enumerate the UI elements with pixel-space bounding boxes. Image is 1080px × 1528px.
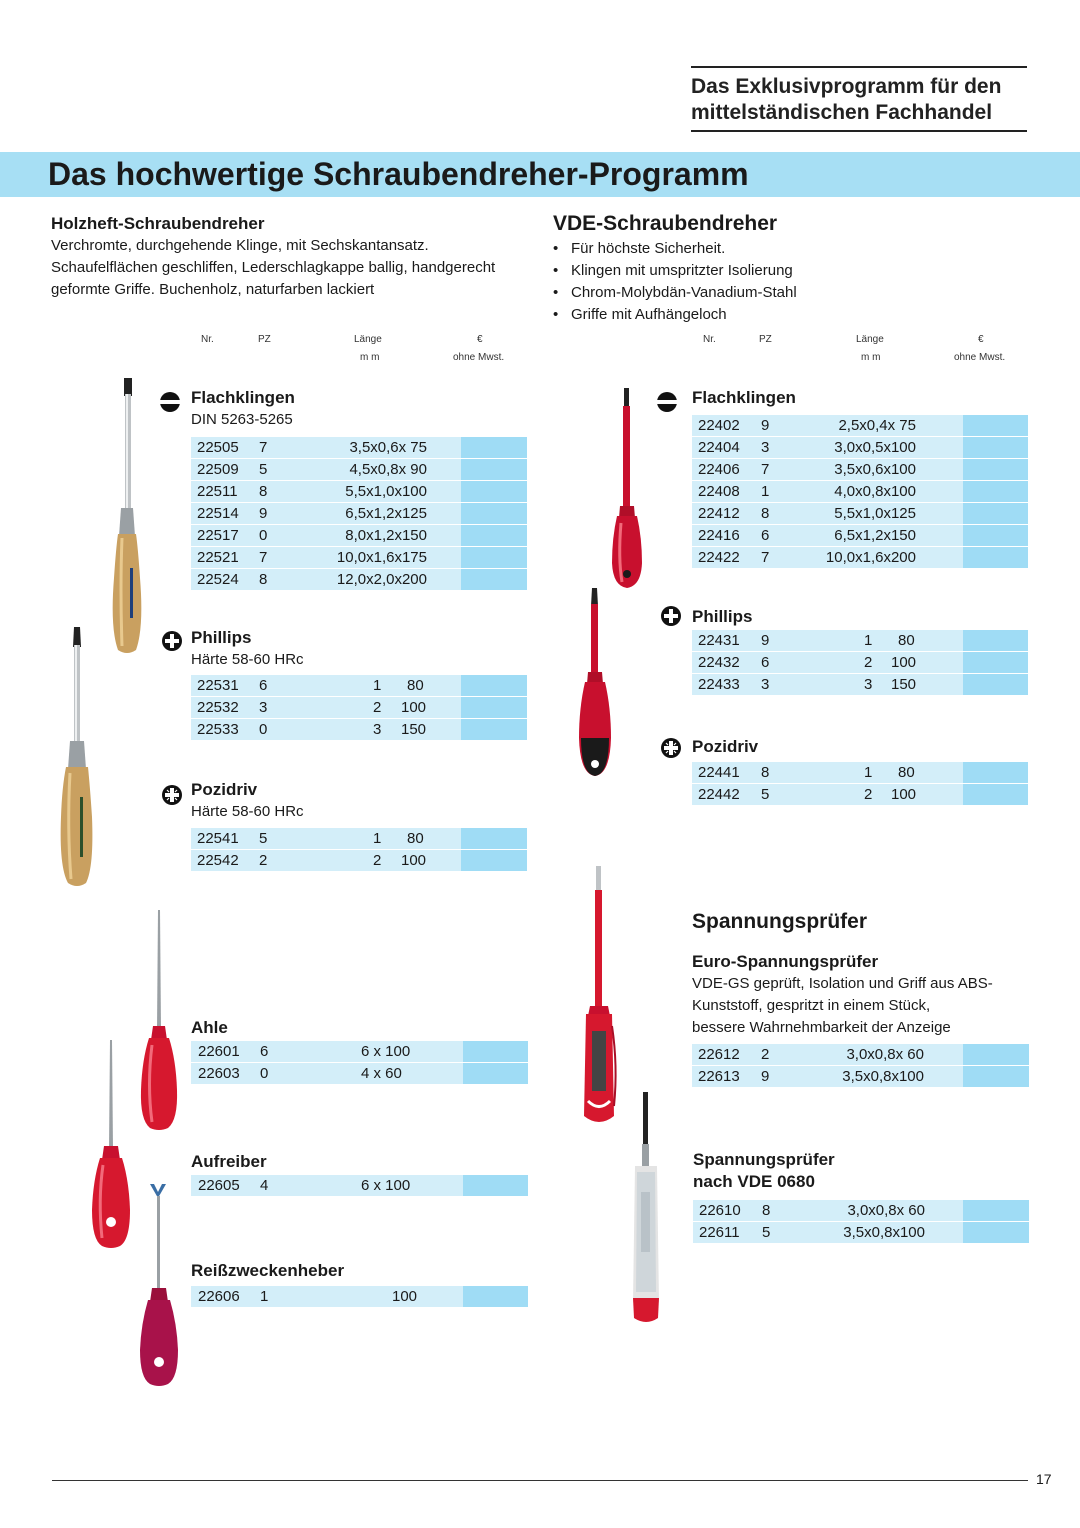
cell-nr: 22514 <box>197 505 239 522</box>
cell-size: 6 x 100 <box>361 1177 411 1194</box>
section-title-reisszweckenheber: Reißzweckenheber <box>191 1261 345 1280</box>
cell-price <box>461 459 527 480</box>
cell-pz: 8 <box>259 483 268 500</box>
cell-size: 8,0x1,2x150 <box>345 527 427 544</box>
table-phillips-left <box>191 675 527 741</box>
col-euro: € <box>978 334 984 345</box>
table-row <box>692 762 1028 783</box>
cell-price <box>461 569 527 590</box>
header-box <box>691 66 1027 132</box>
cell-price <box>463 1175 528 1196</box>
table-row <box>693 1200 1029 1221</box>
section-title-euro-spannungspruefer: Euro-Spannungsprüfer <box>692 952 879 971</box>
cell-pz: 4 <box>260 1177 269 1194</box>
cell-nr: 22422 <box>698 549 740 566</box>
table-row <box>692 415 1028 436</box>
vde-phillips-screwdriver-image <box>576 588 614 780</box>
slotted-icon <box>656 391 678 413</box>
cell-pz: 7 <box>761 549 770 566</box>
section-sub-din: DIN 5263-5265 <box>191 411 293 428</box>
right-bullets <box>553 238 797 326</box>
cell-size: 4,5x0,8x 90 <box>349 461 427 478</box>
phillips-icon <box>660 605 682 627</box>
cell-size: 1 <box>373 830 382 847</box>
cell-size: 1 <box>864 764 873 781</box>
section-title-vde-0680: nach VDE 0680 <box>693 1172 815 1191</box>
cell-pz: 3 <box>761 439 770 456</box>
cell-size: 2,5x0,4x 75 <box>838 417 916 434</box>
cell-price <box>461 850 527 871</box>
cell-length: 150 <box>891 676 917 693</box>
cell-size: 2 <box>864 786 873 803</box>
cell-size: 2 <box>373 852 382 869</box>
col-laenge-unit: m m <box>861 352 881 363</box>
cell-price <box>963 525 1028 546</box>
vde-slotted-screwdriver-image <box>608 388 646 590</box>
cell-price <box>963 652 1028 673</box>
cell-price <box>963 547 1028 568</box>
section-sub-haerte: Härte 58-60 HRc <box>191 651 304 668</box>
section-title-spannungspruefer-vde: Spannungsprüfer <box>693 1150 835 1169</box>
cell-nr: 22517 <box>197 527 239 544</box>
cell-nr: 22601 <box>198 1043 240 1060</box>
cell-price <box>963 1200 1029 1221</box>
cell-nr: 22441 <box>698 764 740 781</box>
table-row <box>191 459 527 480</box>
cell-nr: 22404 <box>698 439 740 456</box>
table-flach-left <box>191 437 527 591</box>
section-title-aufreiber: Aufreiber <box>191 1152 267 1171</box>
cell-price <box>963 1044 1029 1065</box>
cell-length: 100 <box>891 786 917 803</box>
cell-nr: 22406 <box>698 461 740 478</box>
table-aufreiber <box>191 1175 528 1197</box>
cell-size: 2 <box>373 699 382 716</box>
cell-size: 3,0x0,8x 60 <box>847 1202 925 1219</box>
col-euro-sub: ohne Mwst. <box>453 352 505 363</box>
cell-length: 150 <box>401 721 427 738</box>
table-euro-spannungspruefer <box>692 1044 1029 1088</box>
cell-nr: 22603 <box>198 1065 240 1082</box>
cell-size: 10,0x1,6x175 <box>336 549 427 566</box>
section-title-phillips: Phillips <box>191 628 252 647</box>
cell-size: 6 x 100 <box>361 1043 411 1060</box>
left-description <box>51 235 495 301</box>
cell-nr: 22432 <box>698 654 740 671</box>
cell-pz: 6 <box>259 677 268 694</box>
cell-size: 6,5x1,2x150 <box>834 527 916 544</box>
table-row <box>191 547 527 568</box>
col-nr: Nr. <box>703 334 716 345</box>
table-reisszweckenheber <box>191 1286 528 1308</box>
table-ahle <box>191 1041 528 1085</box>
cell-size: 3 <box>864 676 873 693</box>
cell-pz: 3 <box>761 676 770 693</box>
cell-size: 3,5x0,6x 75 <box>349 439 427 456</box>
cell-pz: 7 <box>259 439 268 456</box>
table-row <box>692 1044 1029 1065</box>
cell-price <box>461 719 527 740</box>
section-title-ahle: Ahle <box>191 1018 228 1037</box>
col-pz: PZ <box>759 334 772 345</box>
table-row <box>191 1063 528 1084</box>
cell-nr: 22408 <box>698 483 740 500</box>
cell-nr: 22402 <box>698 417 740 434</box>
table-pozidriv-right <box>692 762 1028 806</box>
table-row <box>191 697 527 718</box>
desc-line: Kunststoff, gespritzt in einem Stück, <box>692 997 931 1014</box>
cell-nr: 22612 <box>698 1046 740 1063</box>
left-desc-line: Verchromte, durchgehende Klinge, mit Sechskantansatz. <box>51 237 429 254</box>
header-line-2: mittelständischen Fachhandel <box>691 101 993 124</box>
cell-price <box>963 1222 1029 1243</box>
cell-pz: 8 <box>259 571 268 588</box>
cell-price <box>963 415 1028 436</box>
section-sub-haerte: Härte 58-60 HRc <box>191 803 304 820</box>
cell-size: 4 x 60 <box>361 1065 402 1082</box>
table-row <box>692 652 1028 673</box>
table-row <box>692 481 1028 502</box>
cell-size: 4,0x0,8x100 <box>834 483 916 500</box>
table-row <box>693 1222 1029 1243</box>
table-row <box>191 1286 528 1307</box>
cell-size: 3,5x0,6x100 <box>834 461 916 478</box>
cell-price <box>963 784 1028 805</box>
section-title-phillips: Phillips <box>692 607 753 626</box>
cell-pz: 5 <box>761 786 770 803</box>
cell-pz: 9 <box>761 632 770 649</box>
cell-nr: 22533 <box>197 721 239 738</box>
bullet-item: • Für höchste Sicherheit. <box>553 238 797 260</box>
cell-pz: 6 <box>761 527 770 544</box>
cell-nr: 22611 <box>699 1224 740 1241</box>
cell-nr: 22605 <box>198 1177 240 1194</box>
cell-pz: 7 <box>761 461 770 478</box>
cell-pz: 1 <box>761 483 770 500</box>
bullet-item: • Griffe mit Aufhängeloch <box>553 304 797 326</box>
cell-length: 80 <box>898 632 915 649</box>
wooden-slotted-screwdriver-image <box>104 378 150 656</box>
table-vde-spannungspruefer <box>693 1200 1029 1244</box>
table-row <box>692 784 1028 805</box>
col-laenge-unit: m m <box>360 352 380 363</box>
cell-pz: 5 <box>259 830 268 847</box>
cell-pz: 0 <box>260 1065 269 1082</box>
cell-size: 3,5x0,8x100 <box>842 1068 924 1085</box>
cell-nr: 22505 <box>197 439 239 456</box>
cell-pz: 5 <box>259 461 268 478</box>
cell-price <box>963 630 1028 651</box>
cell-price <box>461 547 527 568</box>
cell-length: 80 <box>407 830 424 847</box>
cell-price <box>461 481 527 502</box>
cell-size: 2 <box>864 654 873 671</box>
vde-voltage-tester-image <box>626 1092 666 1326</box>
cell-price <box>963 1066 1029 1087</box>
cell-price <box>963 762 1028 783</box>
desc-line: bessere Wahrnehmbarkeit der Anzeige <box>692 1019 951 1036</box>
table-row <box>692 674 1028 695</box>
table-row <box>692 437 1028 458</box>
bullet-item: • Klingen mit umspritzter Isolierung <box>553 260 797 282</box>
cell-nr: 22509 <box>197 461 239 478</box>
cell-pz: 2 <box>259 852 268 869</box>
col-euro-sub: ohne Mwst. <box>954 352 1006 363</box>
cell-price <box>963 437 1028 458</box>
table-row <box>191 481 527 502</box>
cell-nr: 22542 <box>197 852 239 869</box>
footer-rule <box>52 1480 1028 1481</box>
cell-pz: 0 <box>259 721 268 738</box>
cell-pz: 2 <box>761 1046 770 1063</box>
cell-nr: 22613 <box>698 1068 740 1085</box>
cell-size: 3,5x0,8x100 <box>843 1224 925 1241</box>
cell-price <box>461 675 527 696</box>
section-title-spannungspruefer: Spannungsprüfer <box>692 910 868 933</box>
table-phillips-right <box>692 630 1028 696</box>
table-flach-right <box>692 415 1028 569</box>
table-row <box>191 850 527 871</box>
cell-nr: 22431 <box>698 632 740 649</box>
cell-price <box>963 503 1028 524</box>
table-row <box>191 569 527 590</box>
cell-length: 100 <box>401 852 427 869</box>
euro-spannungspruefer-desc <box>692 973 993 1039</box>
col-pz: PZ <box>258 334 271 345</box>
cell-length: 100 <box>891 654 917 671</box>
cell-size: 5,5x1,0x100 <box>345 483 427 500</box>
left-heading: Holzheft-Schraubendreher <box>51 214 265 233</box>
table-row <box>191 675 527 696</box>
col-laenge: Länge <box>354 334 382 345</box>
section-title-flachklingen: Flachklingen <box>692 388 796 407</box>
cell-price <box>461 437 527 458</box>
cell-price <box>463 1041 528 1062</box>
desc-line: VDE-GS geprüft, Isolation und Griff aus ABS- <box>692 975 993 992</box>
pozidriv-icon <box>660 737 682 759</box>
cell-size: 10,0x1,6x200 <box>825 549 916 566</box>
cell-pz: 6 <box>761 654 770 671</box>
col-laenge: Länge <box>856 334 884 345</box>
cell-nr: 22416 <box>698 527 740 544</box>
header-line-1: Das Exklusivprogramm für den <box>691 75 1002 98</box>
cell-size: 12,0x2,0x200 <box>336 571 427 588</box>
cell-price <box>461 525 527 546</box>
table-row <box>692 630 1028 651</box>
cell-size: 1 <box>373 677 382 694</box>
cell-size: 1 <box>864 632 873 649</box>
cell-length: 100 <box>401 699 427 716</box>
cell-nr: 22532 <box>197 699 239 716</box>
cell-pz: 8 <box>761 505 770 522</box>
cell-size: 5,5x1,0x125 <box>834 505 916 522</box>
cell-pz: 9 <box>259 505 268 522</box>
euro-voltage-tester-image <box>580 866 620 1130</box>
table-row <box>692 525 1028 546</box>
left-desc-line: Schaufelflächen geschliffen, Lederschlagkappe ballig, handgerecht <box>51 259 496 276</box>
right-heading: VDE-Schraubendreher <box>553 212 778 235</box>
slotted-icon <box>159 391 181 413</box>
cell-size: 6,5x1,2x125 <box>345 505 427 522</box>
table-pozidriv-left <box>191 828 527 872</box>
cell-pz: 9 <box>761 1068 770 1085</box>
cell-price <box>463 1286 528 1307</box>
cell-price <box>963 674 1028 695</box>
wooden-phillips-screwdriver-image <box>54 627 100 889</box>
cell-nr: 22541 <box>197 830 239 847</box>
page-title: Das hochwertige Schraubendreher-Programm <box>48 156 749 192</box>
cell-nr: 22433 <box>698 676 740 693</box>
section-title-flachklingen: Flachklingen <box>191 388 295 407</box>
cell-price <box>463 1063 528 1084</box>
table-row <box>191 828 527 849</box>
cell-size: 3,0x0,5x100 <box>834 439 916 456</box>
table-row <box>692 503 1028 524</box>
cell-pz: 7 <box>259 549 268 566</box>
cell-price <box>963 459 1028 480</box>
table-row <box>191 719 527 740</box>
cell-pz: 1 <box>260 1288 269 1305</box>
thumbtack-lifter-image <box>136 1184 182 1388</box>
table-row <box>191 437 527 458</box>
cell-price <box>461 503 527 524</box>
phillips-icon <box>161 630 183 652</box>
cell-pz: 8 <box>762 1202 771 1219</box>
awl-image <box>136 910 182 1132</box>
cell-nr: 22412 <box>698 505 740 522</box>
cell-nr: 22524 <box>197 571 239 588</box>
table-row <box>191 503 527 524</box>
table-row <box>191 1041 528 1062</box>
cell-price <box>461 828 527 849</box>
col-euro: € <box>477 334 483 345</box>
table-row <box>191 525 527 546</box>
cell-price <box>461 697 527 718</box>
cell-nr: 22610 <box>699 1202 741 1219</box>
cell-nr: 22511 <box>197 483 238 500</box>
cell-nr: 22606 <box>198 1288 240 1305</box>
cell-size: 3,0x0,8x 60 <box>846 1046 924 1063</box>
section-title-pozidriv: Pozidriv <box>191 780 258 799</box>
cell-length: 80 <box>407 677 424 694</box>
cell-pz: 0 <box>259 527 268 544</box>
cell-pz: 3 <box>259 699 268 716</box>
cell-size: 3 <box>373 721 382 738</box>
cell-pz: 9 <box>761 417 770 434</box>
table-row <box>191 1175 528 1196</box>
table-row <box>692 1066 1029 1087</box>
col-nr: Nr. <box>201 334 214 345</box>
section-title-pozidriv: Pozidriv <box>692 737 759 756</box>
left-desc-line: geformte Griffe. Buchenholz, naturfarben lackiert <box>51 281 375 298</box>
table-row <box>692 547 1028 568</box>
cell-price <box>963 481 1028 502</box>
cell-length: 100 <box>392 1288 418 1305</box>
cell-pz: 6 <box>260 1043 269 1060</box>
cell-nr: 22442 <box>698 786 740 803</box>
pozidriv-icon <box>161 784 183 806</box>
cell-length: 80 <box>898 764 915 781</box>
bullet-item: • Chrom-Molybdän-Vanadium-Stahl <box>553 282 797 304</box>
page-number: 17 <box>1036 1471 1052 1487</box>
cell-nr: 22521 <box>197 549 239 566</box>
reamer-image <box>88 1040 134 1250</box>
table-row <box>692 459 1028 480</box>
cell-nr: 22531 <box>197 677 239 694</box>
cell-pz: 5 <box>762 1224 771 1241</box>
cell-pz: 8 <box>761 764 770 781</box>
